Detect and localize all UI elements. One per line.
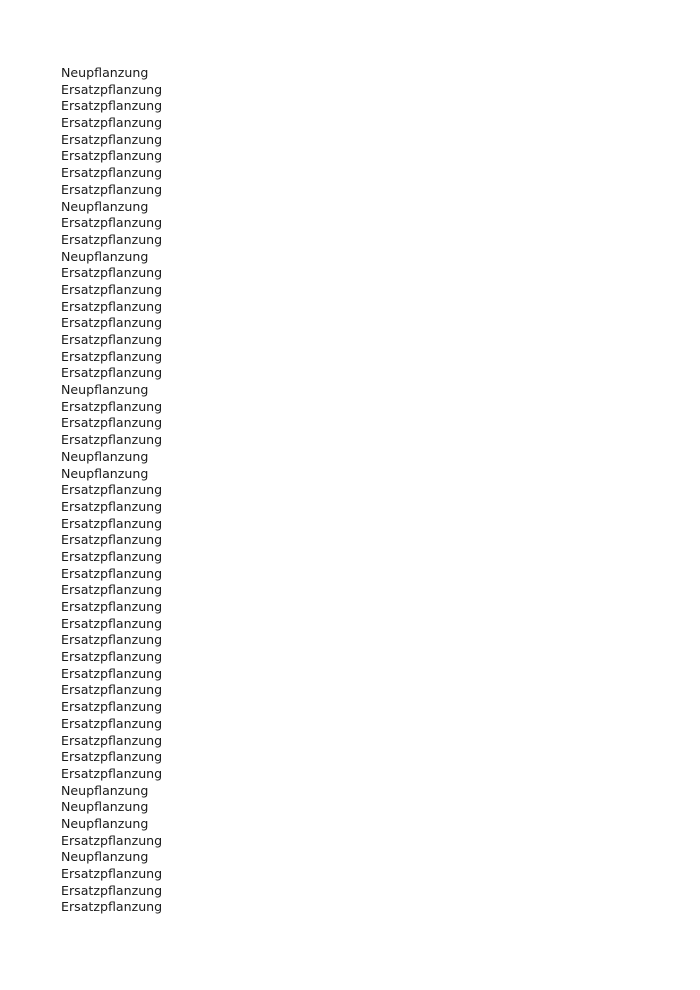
list-item: Neupflanzung [61, 248, 149, 264]
list-item: Neupflanzung [61, 799, 149, 815]
list-item: Ersatzpflanzung [61, 415, 163, 431]
list-item: Ersatzpflanzung [61, 298, 163, 314]
list-item: Ersatzpflanzung [61, 665, 163, 681]
list-item: Ersatzpflanzung [61, 332, 163, 347]
list-item: Ersatzpflanzung [61, 699, 163, 715]
list-item: Ersatzpflanzung [61, 165, 163, 181]
list-item: Ersatzpflanzung [61, 365, 163, 381]
list-item: Ersatzpflanzung [61, 749, 163, 765]
list-item: Ersatzpflanzung [61, 765, 163, 781]
list-item: Ersatzpflanzung [61, 599, 163, 614]
list-item: Ersatzpflanzung [61, 348, 163, 364]
list-item: Ersatzpflanzung [61, 265, 163, 281]
list-item: Ersatzpflanzung [61, 866, 163, 881]
list-item: Neupflanzung [61, 782, 149, 798]
list-item: Ersatzpflanzung [61, 732, 163, 748]
list-item: Ersatzpflanzung [61, 215, 163, 231]
list-item: Ersatzpflanzung [61, 565, 163, 581]
list-item: Neupflanzung [61, 448, 149, 464]
list-item: Ersatzpflanzung [61, 231, 163, 247]
list-item: Neupflanzung [61, 65, 149, 80]
list-item: Ersatzpflanzung [61, 532, 163, 548]
list-item: Ersatzpflanzung [61, 515, 163, 531]
list-item: Ersatzpflanzung [61, 899, 163, 915]
list-item: Ersatzpflanzung [61, 548, 163, 564]
list-item: Ersatzpflanzung [61, 649, 163, 665]
list-item: Neupflanzung [61, 815, 149, 831]
list-item: Neupflanzung [61, 382, 149, 398]
list-item: Neupflanzung [61, 198, 149, 214]
list-item: Ersatzpflanzung [61, 115, 163, 131]
list-item: Ersatzpflanzung [61, 98, 163, 114]
list-item: Ersatzpflanzung [61, 582, 163, 598]
list-item: Ersatzpflanzung [61, 281, 163, 297]
planting-type-list [61, 65, 162, 916]
list-item: Ersatzpflanzung [61, 432, 163, 448]
list-item: Ersatzpflanzung [61, 882, 163, 898]
list-item: Ersatzpflanzung [61, 715, 163, 731]
list-item: Neupflanzung [61, 849, 149, 865]
list-item: Ersatzpflanzung [61, 315, 163, 331]
list-item: Ersatzpflanzung [61, 498, 163, 514]
list-item: Ersatzpflanzung [61, 131, 163, 147]
list-item: Ersatzpflanzung [61, 482, 163, 498]
list-item: Ersatzpflanzung [61, 398, 163, 414]
list-item: Ersatzpflanzung [61, 832, 163, 848]
list-item: Ersatzpflanzung [61, 181, 163, 197]
list-item: Ersatzpflanzung [61, 81, 163, 97]
list-item: Ersatzpflanzung [61, 632, 163, 648]
list-item: Ersatzpflanzung [61, 148, 163, 164]
list-item: Ersatzpflanzung [61, 682, 163, 698]
list-item: Neupflanzung [61, 465, 149, 481]
list-item: Ersatzpflanzung [61, 615, 163, 631]
